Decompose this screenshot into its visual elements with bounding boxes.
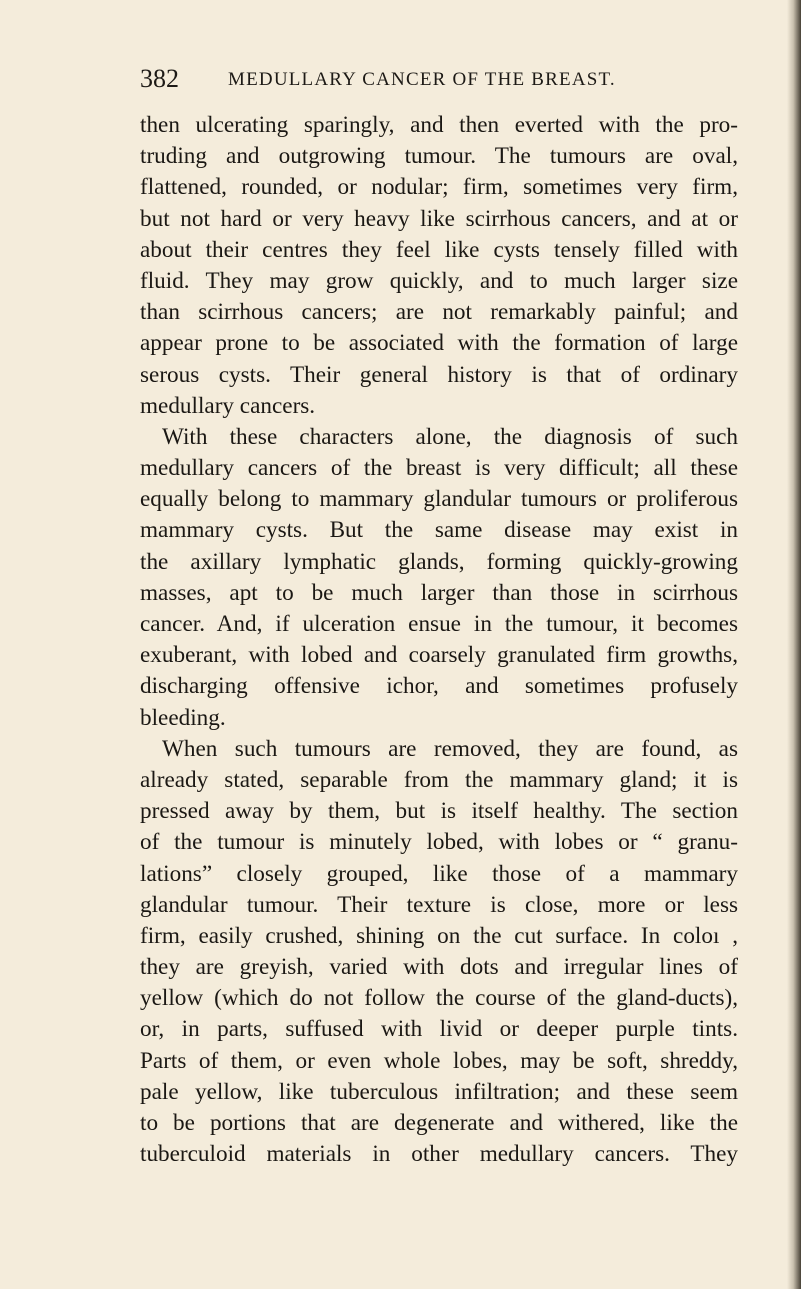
- text-line: firm, easily crushed, shining on the cut surface. In coloı ,: [140, 922, 738, 949]
- text-line: fluid. They may grow quickly, and to much larger size: [140, 267, 738, 294]
- text-line: glandular tumour. Their texture is close, more or less: [140, 891, 738, 918]
- text-line: medullary cancers.: [140, 392, 316, 419]
- text-line: appear prone to be associated with the formation of large: [140, 330, 738, 357]
- text-line: about their centres they feel like cysts tensely filled with: [140, 236, 738, 263]
- text-line: Parts of them, or even whole lobes, may be soft, shreddy,: [140, 1047, 738, 1074]
- text-line: then ulcerating sparingly, and then everted with the pro-: [140, 112, 738, 138]
- text-line: serous cysts. Their general history is that of ordinary: [140, 361, 738, 388]
- text-line: truding and outgrowing tumour. The tumours are oval,: [140, 143, 738, 170]
- page-number: 382: [140, 64, 179, 93]
- page-header: [140, 62, 740, 96]
- text-line: of the tumour is minutely lobed, with lobes or “ granu-: [140, 829, 738, 856]
- text-line: flattened, rounded, or nodular; firm, sometimes very firm,: [140, 174, 738, 201]
- text-line: equally belong to mammary glandular tumours or proliferous: [140, 486, 738, 513]
- text-line: With these characters alone, the diagnosis of such: [162, 423, 738, 450]
- text-line: but not hard or very heavy like scirrhous cancers, and at or: [140, 205, 738, 232]
- text-line: to be portions that are degenerate and withered, like the: [140, 1110, 738, 1136]
- text-line: lations” closely grouped, like those of a mammary: [140, 860, 738, 887]
- text-line: masses, apt to be much larger than those in scirrhous: [140, 579, 738, 606]
- text-line: already stated, separable from the mammary gland; it is: [140, 766, 738, 793]
- text-line: tuberculoid materials in other medullary cancers. They: [140, 1141, 738, 1168]
- text-line: cancer. And, if ulceration ensue in the tumour, it becomes: [140, 611, 738, 637]
- text-line: exuberant, with lobed and coarsely granulated firm growths,: [140, 642, 738, 669]
- text-line: pressed away by them, but is itself healthy. The section: [140, 798, 738, 825]
- text-line: When such tumours are removed, they are found, as: [162, 735, 738, 762]
- page-edge-shadow: [787, 0, 801, 1289]
- text-line: pale yellow, like tuberculous infiltration; and these seem: [140, 1078, 738, 1105]
- text-line: mammary cysts. But the same disease may exist in: [140, 517, 738, 544]
- text-line: bleeding.: [140, 704, 226, 731]
- body-text: [140, 110, 738, 1170]
- text-line: or, in parts, suffused with livid or deeper purple tints.: [140, 1016, 738, 1043]
- text-line: than scirrhous cancers; are not remarkably painful; and: [140, 299, 738, 326]
- text-line: discharging offensive ichor, and sometimes profusely: [140, 673, 738, 700]
- running-title: MEDULLARY CANCER OF THE BREAST.: [228, 69, 616, 90]
- text-line: medullary cancers of the breast is very difficult; all these: [140, 455, 738, 482]
- text-line: yellow (which do not follow the course of the gland-ducts),: [140, 985, 738, 1012]
- text-line: they are greyish, varied with dots and irregular lines of: [140, 954, 738, 981]
- text-line: the axillary lymphatic glands, forming quickly-growing: [140, 548, 738, 575]
